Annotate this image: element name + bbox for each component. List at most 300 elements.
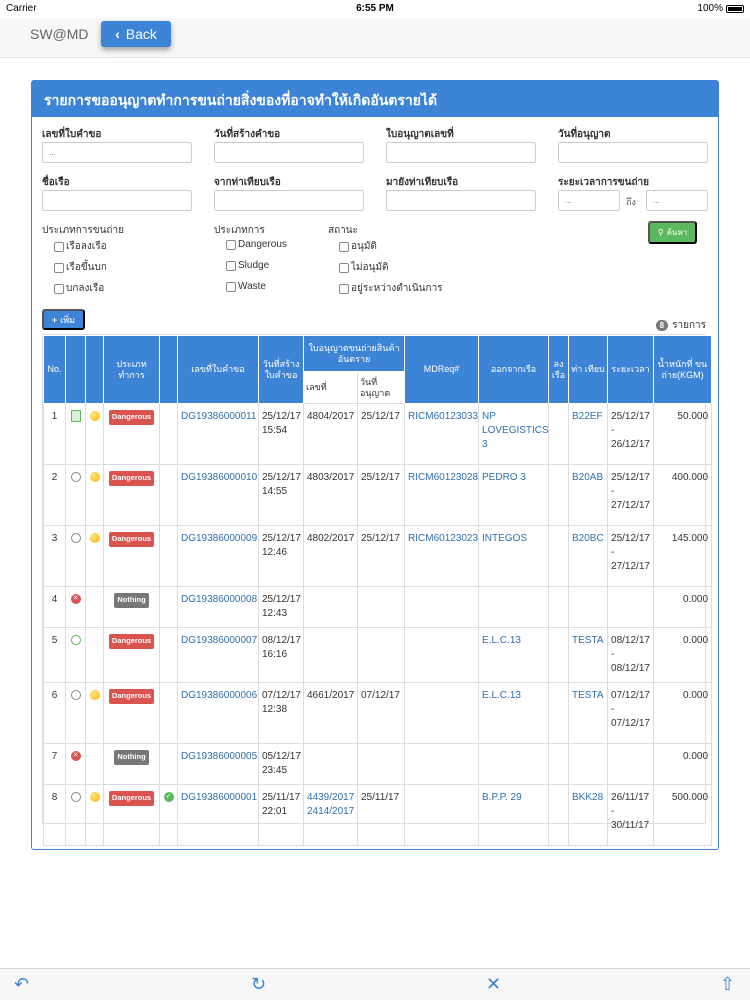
created-date-input[interactable]	[214, 142, 364, 163]
row-period-cell	[608, 526, 654, 587]
period-from: 25/12/17	[611, 472, 650, 483]
permit-date: 25/12/17	[361, 533, 400, 544]
row-berth-cell	[569, 744, 608, 785]
col-header-type: ประเภท ทำการ	[104, 336, 160, 404]
row-berth-cell	[569, 683, 608, 744]
row-from-ship-cell	[479, 526, 549, 587]
permit-no-label: ใบอนุญาตเลขที่	[386, 129, 454, 140]
permit-date: 25/12/17	[361, 472, 400, 483]
warning-dot-icon	[90, 792, 100, 802]
row-mdreq-cell	[405, 628, 479, 683]
battery-label: 100%	[697, 3, 723, 14]
permit-date-label: วันที่อนุญาต	[558, 129, 611, 140]
request-no-link[interactable]: DG19386000009	[181, 533, 258, 544]
request-no-link[interactable]: DG19386000008	[181, 594, 258, 605]
checkbox-label: Dangerous	[238, 239, 287, 250]
created-time: 16:16	[262, 649, 288, 660]
carrier-label: Carrier	[6, 3, 37, 14]
mdreq-link[interactable]: RICM60123028	[408, 472, 479, 483]
weight-value: 0.000	[682, 594, 709, 605]
row-icon-cell	[66, 744, 86, 785]
row-no	[44, 744, 66, 785]
table-body	[44, 404, 712, 846]
checkbox-box	[226, 240, 236, 250]
created-time: 12:46	[262, 547, 288, 558]
results-table	[43, 335, 712, 846]
row-berth-cell	[569, 465, 608, 526]
row-weight-cell	[654, 465, 712, 526]
operation-dangerous-checkbox[interactable]	[226, 239, 287, 250]
row-type-cell	[104, 587, 160, 628]
checkbox-label: อนุมัติ	[351, 241, 377, 252]
mdreq-link[interactable]: RICM60123023	[408, 533, 479, 544]
table-row[interactable]	[44, 683, 712, 744]
permit-no-link[interactable]: 4439/2017 2414/2017	[307, 792, 355, 817]
type-badge: Nothing	[114, 593, 148, 608]
row-no-value: 8	[51, 792, 58, 803]
count-unit: รายการ	[672, 320, 706, 331]
berth-link[interactable]: TESTA	[572, 635, 604, 646]
row-from-ship-cell	[479, 465, 549, 526]
row-request-no-cell	[178, 465, 259, 526]
checkbox-box	[339, 242, 349, 252]
rejected-x-icon: ✕	[71, 751, 81, 761]
period-to-input[interactable]	[646, 190, 708, 211]
row-weight-cell	[654, 404, 712, 465]
clock-icon	[71, 635, 81, 645]
row-permit-date-cell	[358, 744, 405, 785]
request-no-input[interactable]	[42, 142, 192, 163]
row-type-cell	[104, 404, 160, 465]
row-weight-cell	[654, 526, 712, 587]
row-check-cell	[160, 744, 178, 785]
row-status-cell	[86, 526, 104, 587]
row-created-cell	[259, 744, 304, 785]
row-no-value: 3	[51, 533, 58, 544]
row-icon-cell	[66, 526, 86, 587]
permit-date: 07/12/17	[361, 690, 400, 701]
row-icon-cell	[66, 465, 86, 526]
row-from-ship-cell	[479, 404, 549, 465]
from-port-input[interactable]	[214, 190, 364, 211]
row-created-cell	[259, 683, 304, 744]
checkbox-box	[54, 242, 64, 252]
weight-value: 400.000	[671, 472, 709, 483]
row-check-cell	[160, 526, 178, 587]
share-icon[interactable]: ⇧	[720, 974, 736, 994]
checkbox-label: เรือขึ้นบก	[66, 262, 107, 273]
from-ship-link[interactable]: PEDRO 3	[482, 472, 526, 483]
from-port-label: จากท่าเทียบเรือ	[214, 177, 281, 188]
row-mdreq-cell	[405, 785, 479, 846]
search-label: ค้นหา	[666, 228, 688, 237]
col-header-request-no: เลขที่ใบคำขอ	[178, 336, 259, 404]
row-created-cell	[259, 628, 304, 683]
row-period-cell	[608, 683, 654, 744]
col-header-no: No.	[44, 336, 66, 404]
checkbox-label: Sludge	[238, 260, 270, 271]
permit-date: 25/11/17	[361, 792, 400, 803]
row-to-ship-cell	[549, 628, 569, 683]
checkbox-label: อยู่ระหว่างดำเนินการ	[351, 283, 443, 294]
period-from: 07/12/17	[611, 690, 650, 701]
row-permit-no-cell	[304, 526, 358, 587]
battery-indicator	[697, 3, 744, 14]
row-weight-cell	[654, 628, 712, 683]
checkbox-box	[226, 261, 236, 271]
row-type-cell	[104, 628, 160, 683]
row-no-value: 1	[51, 411, 58, 422]
request-no-link[interactable]: DG19386000007	[181, 635, 258, 646]
row-permit-date-cell	[358, 785, 405, 846]
berth-link[interactable]: B20AB	[572, 472, 604, 483]
transfer-land-to-ship-checkbox[interactable]	[54, 281, 104, 296]
checkbox-box	[339, 263, 349, 273]
operation-type-label: ประเภทการ	[214, 225, 265, 236]
row-to-ship-cell	[549, 526, 569, 587]
row-status-cell	[86, 587, 104, 628]
col-header-icon	[66, 336, 86, 404]
type-badge: Dangerous	[109, 689, 154, 704]
col-header-permit-group: ใบอนุญาตขนถ่ายสินค้า อันตราย	[304, 336, 405, 372]
row-permit-no-cell	[304, 465, 358, 526]
request-no-link[interactable]: DG19386000005	[181, 751, 258, 762]
row-berth-cell	[569, 404, 608, 465]
rejected-x-icon: ✕	[71, 594, 81, 604]
pending-circle-icon[interactable]	[71, 472, 81, 482]
request-no-label: เลขที่ใบคำขอ	[42, 129, 102, 140]
row-permit-date-cell	[358, 404, 405, 465]
created-time: 12:38	[262, 704, 288, 715]
warning-dot-icon	[90, 472, 100, 482]
row-from-ship-cell	[479, 628, 549, 683]
request-no-link[interactable]: DG19386000001	[181, 792, 258, 803]
row-weight-cell	[654, 785, 712, 846]
row-created-cell	[259, 465, 304, 526]
period-sep: -	[611, 547, 615, 558]
ship-name-label: ชื่อเรือ	[42, 177, 70, 188]
row-status-cell	[86, 683, 104, 744]
row-permit-no-cell	[304, 744, 358, 785]
row-permit-no-cell	[304, 404, 358, 465]
request-no-link[interactable]: DG19386000010	[181, 472, 258, 483]
row-no	[44, 404, 66, 465]
permit-no-input[interactable]	[386, 142, 536, 163]
col-header-permit-no: เลขที่	[304, 372, 358, 404]
transfer-type-label: ประเภทการขนถ่าย	[42, 225, 124, 236]
weight-value: 0.000	[682, 690, 709, 701]
nav-bar	[0, 18, 750, 58]
row-period-cell	[608, 465, 654, 526]
row-no	[44, 628, 66, 683]
row-mdreq-cell	[405, 744, 479, 785]
to-port-label: มายังท่าเทียบเรือ	[386, 177, 459, 188]
row-mdreq-cell	[405, 404, 479, 465]
permit-no: 4661/2017	[307, 690, 355, 701]
period-sep: -	[611, 425, 615, 436]
berth-link[interactable]: BKK28	[572, 792, 604, 803]
row-berth-cell	[569, 785, 608, 846]
type-badge: Dangerous	[109, 634, 154, 649]
row-status-cell	[86, 404, 104, 465]
row-request-no-cell	[178, 404, 259, 465]
row-status-cell	[86, 785, 104, 846]
add-button[interactable]	[42, 309, 85, 330]
type-badge: Nothing	[114, 750, 148, 765]
row-created-cell	[259, 587, 304, 628]
row-berth-cell	[569, 526, 608, 587]
row-to-ship-cell	[549, 785, 569, 846]
table-row[interactable]	[44, 404, 712, 465]
type-badge: Dangerous	[109, 532, 154, 547]
checkbox-box	[54, 263, 64, 273]
row-permit-date-cell	[358, 587, 405, 628]
row-icon-cell	[66, 587, 86, 628]
row-created-cell	[259, 404, 304, 465]
row-to-ship-cell	[549, 683, 569, 744]
permit-no: 4804/2017	[307, 411, 355, 422]
back-label: Back	[125, 26, 157, 42]
period-from: 08/12/17	[611, 635, 650, 646]
created-date: 25/12/17	[262, 533, 301, 544]
checkbox-box	[54, 284, 64, 294]
row-no	[44, 587, 66, 628]
period-label: ระยะเวลาการขนถ่าย	[558, 177, 649, 188]
row-request-no-cell	[178, 526, 259, 587]
row-permit-no-cell	[304, 628, 358, 683]
transfer-ship-to-land-checkbox[interactable]	[54, 260, 107, 275]
col-header-status	[86, 336, 104, 404]
period-from-input[interactable]	[558, 190, 620, 211]
row-no	[44, 683, 66, 744]
row-status-cell	[86, 628, 104, 683]
count-badge: 8	[656, 320, 668, 331]
reply-icon[interactable]: ↶	[14, 974, 30, 994]
table-row[interactable]	[44, 628, 712, 683]
mdreq-link[interactable]: RICM60123033	[408, 411, 479, 422]
created-date-label: วันที่สร้างคำขอ	[214, 129, 281, 140]
status-bar	[0, 0, 750, 18]
created-date: 25/12/17	[262, 411, 301, 422]
weight-value: 50.000	[677, 411, 709, 422]
results-table-wrapper[interactable]	[42, 334, 709, 831]
col-header-from-ship: ออกจากเรือ	[479, 336, 549, 404]
from-ship-link[interactable]: B.P.P. 29	[482, 792, 522, 803]
type-badge: Dangerous	[109, 410, 154, 425]
battery-icon	[726, 5, 744, 13]
row-no-value: 5	[51, 635, 58, 646]
row-to-ship-cell	[549, 744, 569, 785]
from-ship-link[interactable]: E.L.C.13	[482, 635, 521, 646]
col-header-weight: น้ำหนักที่ ขน ถ่าย(KGM)	[654, 336, 712, 404]
operation-sludge-checkbox[interactable]	[226, 260, 269, 271]
chevron-left-icon: ‹	[115, 26, 120, 42]
checkbox-label: บกลงเรือ	[66, 283, 105, 294]
row-check-cell	[160, 465, 178, 526]
table-row[interactable]	[44, 785, 712, 846]
request-no-link[interactable]: DG19386000006	[181, 690, 258, 701]
row-created-cell	[259, 785, 304, 846]
row-weight-cell	[654, 587, 712, 628]
ship-name-input[interactable]	[42, 190, 192, 211]
row-period-cell	[608, 744, 654, 785]
created-date: 25/12/17	[262, 594, 301, 605]
row-from-ship-cell	[479, 785, 549, 846]
row-to-ship-cell	[549, 404, 569, 465]
warning-dot-icon	[90, 533, 100, 543]
row-permit-date-cell	[358, 683, 405, 744]
row-permit-date-cell	[358, 526, 405, 587]
berth-link[interactable]: TESTA	[572, 690, 604, 701]
state-approved-checkbox[interactable]	[339, 239, 377, 254]
refresh-icon[interactable]: ↻	[251, 974, 267, 994]
checkbox-label: เรือลงเรือ	[66, 241, 107, 252]
period-to: 07/12/17	[611, 718, 650, 729]
row-berth-cell	[569, 628, 608, 683]
search-button[interactable]	[648, 221, 697, 244]
back-button[interactable]	[101, 21, 171, 47]
row-icon-cell	[66, 683, 86, 744]
row-period-cell	[608, 587, 654, 628]
row-permit-no-cell	[304, 587, 358, 628]
col-header-period: ระยะเวลา	[608, 336, 654, 404]
from-ship-link[interactable]: E.L.C.13	[482, 690, 521, 701]
list-panel	[31, 80, 719, 850]
created-date: 25/12/17	[262, 472, 301, 483]
row-from-ship-cell	[479, 587, 549, 628]
table-row[interactable]	[44, 587, 712, 628]
row-type-cell	[104, 683, 160, 744]
panel-title: รายการขออนุญาตทำการขนถ่ายสิ่งของที่อาจทำให้เกิดอันตรายได้	[32, 81, 718, 117]
weight-value: 145.000	[671, 533, 709, 544]
row-weight-cell	[654, 683, 712, 744]
warning-dot-icon	[90, 411, 100, 421]
to-port-input[interactable]	[386, 190, 536, 211]
berth-link[interactable]: B22EF	[572, 411, 603, 422]
row-check-cell	[160, 404, 178, 465]
search-icon: ⚲	[657, 228, 664, 237]
permit-date-input[interactable]	[558, 142, 708, 163]
brand-title: SW@MD	[30, 26, 89, 42]
document-icon[interactable]	[71, 410, 81, 422]
row-check-cell	[160, 785, 178, 846]
permit-no: 4803/2017	[307, 472, 355, 483]
period-from: 25/12/17	[611, 411, 650, 422]
request-no-link[interactable]: DG19386000011	[181, 411, 257, 422]
period-separator: ถึง	[626, 197, 636, 207]
row-mdreq-cell	[405, 465, 479, 526]
period-sep: -	[611, 649, 615, 660]
clock-label: 6:55 PM	[356, 3, 394, 14]
period-to: 27/12/17	[611, 500, 650, 511]
row-check-cell	[160, 587, 178, 628]
pending-circle-icon[interactable]	[71, 690, 81, 700]
created-date: 05/12/17	[262, 751, 301, 762]
row-berth-cell	[569, 587, 608, 628]
row-period-cell	[608, 404, 654, 465]
col-header-check	[160, 336, 178, 404]
row-type-cell	[104, 526, 160, 587]
created-time: 12:43	[262, 608, 288, 619]
row-check-cell	[160, 628, 178, 683]
table-row[interactable]	[44, 744, 712, 785]
period-from: 26/11/17	[611, 792, 650, 803]
pending-circle-icon[interactable]	[71, 792, 81, 802]
weight-value: 0.000	[682, 635, 709, 646]
period-to: 27/12/17	[611, 561, 650, 572]
add-label: เพิ่ม	[60, 314, 76, 325]
row-permit-date-cell	[358, 465, 405, 526]
table-row[interactable]	[44, 465, 712, 526]
table-row[interactable]	[44, 526, 712, 587]
warning-dot-icon	[90, 690, 100, 700]
row-weight-cell	[654, 744, 712, 785]
period-to: 26/12/17	[611, 439, 650, 450]
state-rejected-checkbox[interactable]	[339, 260, 389, 275]
row-icon-cell	[66, 628, 86, 683]
state-in-progress-checkbox[interactable]	[339, 281, 443, 296]
row-mdreq-cell	[405, 683, 479, 744]
row-permit-date-cell	[358, 628, 405, 683]
row-status-cell	[86, 465, 104, 526]
row-type-cell	[104, 465, 160, 526]
row-no	[44, 465, 66, 526]
period-sep: -	[611, 704, 615, 715]
col-header-to-ship: ลง เรือ	[549, 336, 569, 404]
row-no-value: 6	[51, 690, 58, 701]
row-request-no-cell	[178, 683, 259, 744]
row-type-cell	[104, 785, 160, 846]
row-mdreq-cell	[405, 526, 479, 587]
pending-circle-icon[interactable]	[71, 533, 81, 543]
row-type-cell	[104, 744, 160, 785]
row-mdreq-cell	[405, 587, 479, 628]
row-request-no-cell	[178, 628, 259, 683]
permit-no: 4802/2017	[307, 533, 355, 544]
row-from-ship-cell	[479, 683, 549, 744]
period-to: 08/12/17	[611, 663, 650, 674]
row-check-cell	[160, 683, 178, 744]
row-from-ship-cell	[479, 744, 549, 785]
from-ship-link[interactable]: INTEGOS	[482, 533, 528, 544]
berth-link[interactable]: B20BC	[572, 533, 604, 544]
row-created-cell	[259, 526, 304, 587]
operation-waste-checkbox[interactable]	[226, 281, 266, 292]
from-ship-link[interactable]: NP LOVEGISTICS 3	[482, 411, 549, 450]
created-date: 08/12/17	[262, 635, 301, 646]
period-sep: -	[611, 486, 615, 497]
period-from: 25/12/17	[611, 533, 650, 544]
created-date: 07/12/17	[262, 690, 301, 701]
row-icon-cell	[66, 785, 86, 846]
transfer-ship-to-ship-checkbox[interactable]	[54, 239, 107, 254]
row-no-value: 4	[51, 594, 58, 605]
bottom-toolbar	[0, 968, 750, 1000]
row-permit-no-cell	[304, 785, 358, 846]
period-to: 30/11/17	[611, 820, 650, 831]
result-count	[656, 318, 706, 333]
row-no	[44, 785, 66, 846]
state-label: สถานะ	[328, 225, 358, 236]
row-icon-cell	[66, 404, 86, 465]
period-sep: -	[611, 806, 615, 817]
weight-value: 0.000	[682, 751, 709, 762]
close-icon[interactable]: ✕	[486, 974, 502, 994]
created-date: 25/11/17	[262, 792, 301, 803]
row-status-cell	[86, 744, 104, 785]
row-to-ship-cell	[549, 587, 569, 628]
row-period-cell	[608, 785, 654, 846]
